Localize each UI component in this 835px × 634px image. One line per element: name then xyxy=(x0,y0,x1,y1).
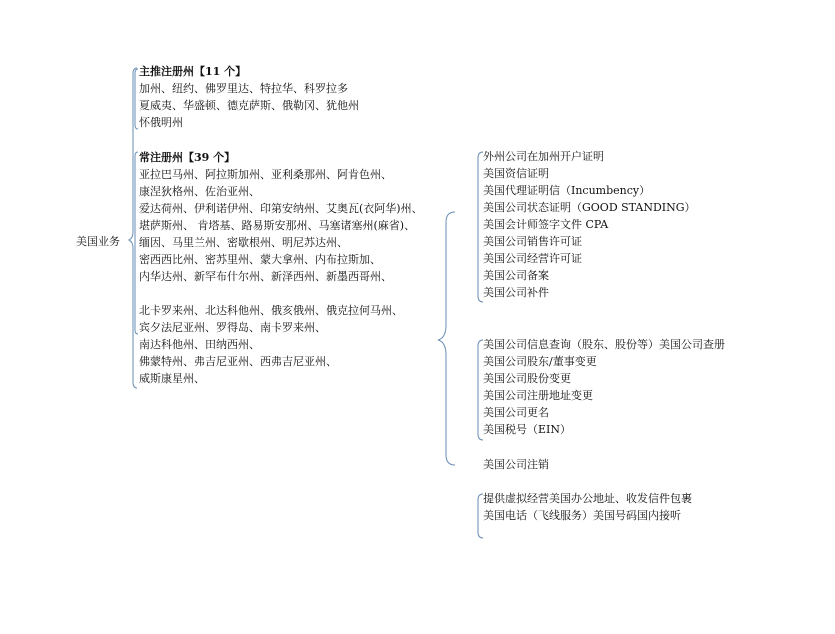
common-state-line: 康涅狄格州、佐治亚州、 xyxy=(139,185,260,198)
common-state-line: 密西西比州、密苏里州、蒙大拿州、内布拉斯加、 xyxy=(139,253,381,266)
service-item: 美国税号（EIN） xyxy=(483,423,571,436)
common-state-line: 宾夕法尼亚州、罗得岛、南卡罗来州、 xyxy=(139,321,326,334)
common-state-line: 南达科他州、田纳西州、 xyxy=(139,338,260,351)
common-state-line: 亚拉巴马州、阿拉斯加州、亚利桑那州、阿肯色州、 xyxy=(139,168,392,181)
main-state-line: 怀俄明州 xyxy=(139,116,183,129)
service-item: 美国会计师签字文件 CPA xyxy=(483,218,609,231)
service-item: 美国公司经营许可证 xyxy=(483,252,582,265)
service-item: 美国公司销售许可证 xyxy=(483,235,582,248)
common-state-line: 缅因、马里兰州、密歇根州、明尼苏达州、 xyxy=(139,236,348,249)
service-item: 美国资信证明 xyxy=(483,167,549,180)
main-state-line: 加州、纽约、佛罗里达、特拉华、科罗拉多 xyxy=(139,82,348,95)
service-item: 美国公司股东/董事变更 xyxy=(483,355,597,368)
common-state-line: 佛蒙特州、弗吉尼亚州、西弗吉尼亚州、 xyxy=(139,355,337,368)
common-state-line: 北卡罗来州、北达科他州、俄亥俄州、俄克拉何马州、 xyxy=(139,304,403,317)
service-cancellation: 美国公司注销 xyxy=(483,458,549,471)
service-item: 美国代理证明信（Incumbency） xyxy=(483,184,651,197)
service-item: 美国公司补件 xyxy=(483,286,549,299)
service-item: 美国公司股份变更 xyxy=(483,372,571,385)
service-item: 美国公司状态证明（GOOD STANDING） xyxy=(483,201,696,214)
service-item: 美国公司更名 xyxy=(483,406,549,419)
common-state-line: 威斯康星州、 xyxy=(139,372,205,385)
common-bracket xyxy=(135,152,138,334)
services-connector xyxy=(438,212,455,465)
root-label: 美国业务 xyxy=(76,235,120,248)
main-state-line: 夏威夷、华盛顿、德克萨斯、俄勒冈、犹他州 xyxy=(139,99,359,112)
service-item: 美国公司注册地址变更 xyxy=(483,389,593,402)
service-item: 外州公司在加州开户证明 xyxy=(483,150,604,163)
common-state-line: 堪萨斯州、 肯塔基、路易斯安那州、马塞诸塞州(麻省)、 xyxy=(139,219,416,232)
service-item: 提供虚拟经营美国办公地址、收发信件包裹 xyxy=(483,492,692,505)
main-bracket xyxy=(135,69,138,129)
common-state-line: 内华达州、新罕布什尔州、新泽西州、新墨西哥州、 xyxy=(139,270,392,283)
main-states-heading: 主推注册州【11 个】 xyxy=(139,65,247,78)
service-item: 美国电话（飞线服务）美国号码国内接听 xyxy=(483,509,681,522)
service-item: 美国公司信息查询（股东、股份等）美国公司查册 xyxy=(483,338,725,351)
service-item: 美国公司备案 xyxy=(483,269,549,282)
root-brace xyxy=(129,68,137,388)
common-state-line: 爱达荷州、伊利诺伊州、印第安纳州、艾奥瓦(衣阿华)州、 xyxy=(139,202,423,215)
common-states-heading: 常注册州【39 个】 xyxy=(139,151,236,164)
